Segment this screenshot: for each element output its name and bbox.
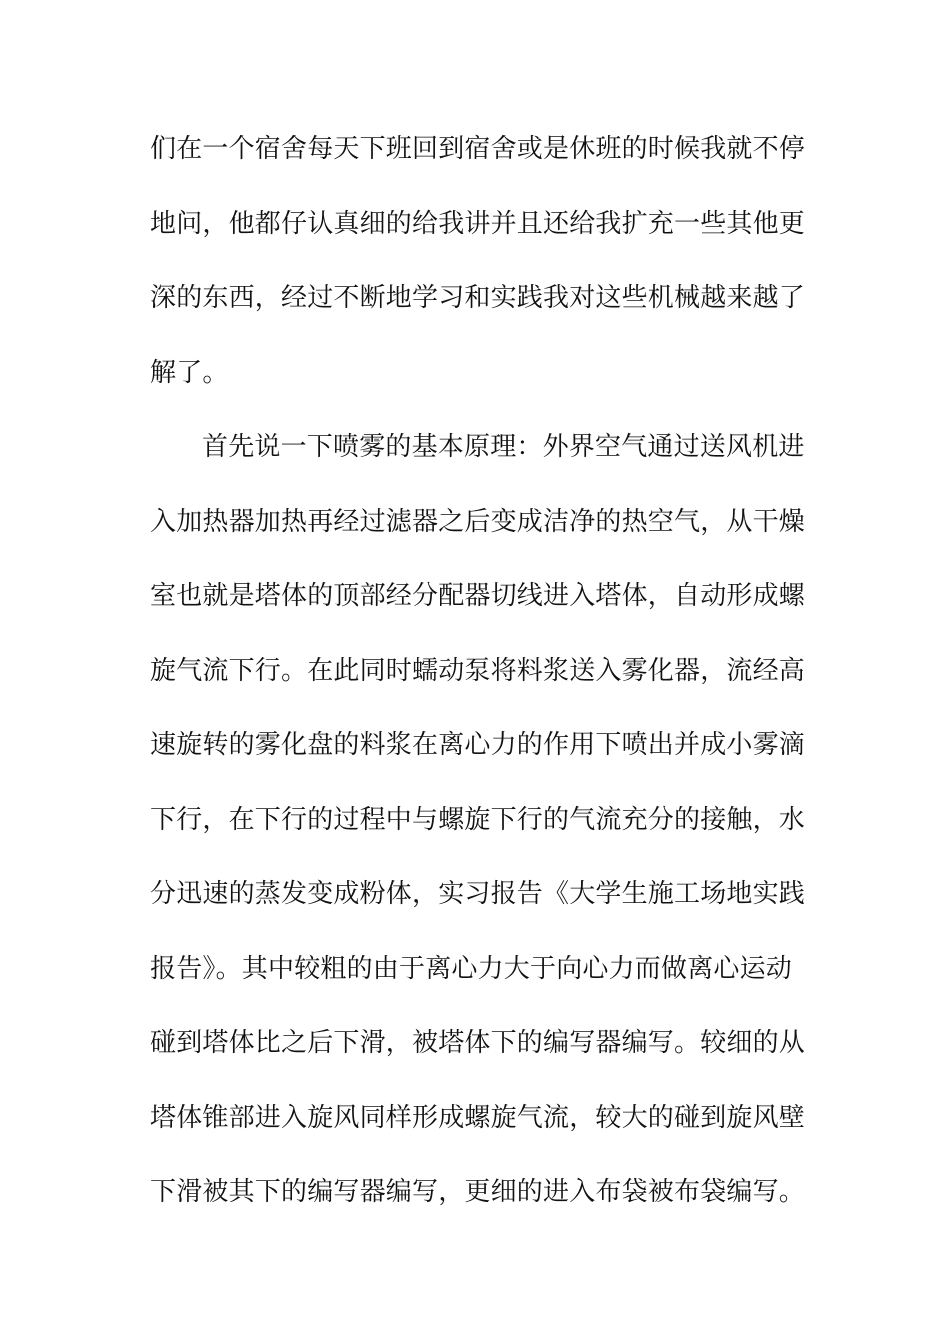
text-line: 旋气流下行。在此同时蠕动泵将料浆送入雾化器，流经高 (150, 655, 806, 686)
text-line: 分迅速的蒸发变成粉体，实习报告《大学生施工场地实践 (150, 879, 806, 909)
text-line: 速旋转的雾化盘的料浆在离心力的作用下喷出并成小雾滴 (150, 730, 806, 760)
text-line: 下行，在下行的过程中与螺旋下行的气流充分的接触，水 (150, 804, 806, 835)
text-line: 报告》。其中较粗的由于离心力大于向心力而做离心运动 (150, 953, 793, 984)
text-line: 深的东西，经过不断地学习和实践我对这些机械越来越了 (150, 283, 806, 313)
text-line: 解了。 (150, 357, 229, 388)
text-line: 碰到塔体比之后下滑，被塔体下的编写器编写。较细的从 (150, 1028, 806, 1058)
text-line: 塔体锥部进入旋风同样形成螺旋气流，较大的碰到旋风壁 (150, 1102, 806, 1133)
text-line: 入加热器加热再经过滤器之后变成洁净的热空气，从干燥 (150, 506, 806, 537)
body-text (150, 112, 806, 1230)
text-line: 们在一个宿舍每天下班回到宿舍或是休班的时候我就不停 (150, 134, 806, 164)
text-line: 地问，他都仔认真细的给我讲并且还给我扩充一些其他更 (150, 208, 806, 239)
paragraph-first-line: 首先说一下喷雾的基本原理：外界空气通过送风机进 (202, 432, 805, 462)
text-line: 下滑被其下的编写器编写，更细的进入布袋被布袋编写。 (150, 1177, 806, 1207)
text-line: 室也就是塔体的顶部经分配器切线进入塔体，自动形成螺 (150, 581, 806, 611)
